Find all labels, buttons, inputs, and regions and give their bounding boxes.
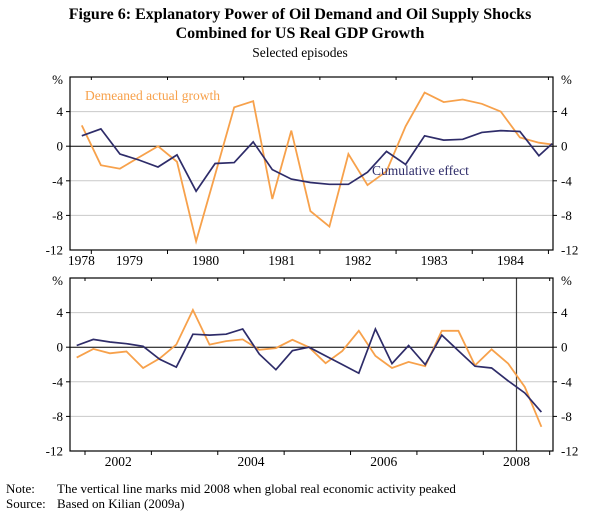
x-label-1982: 1982 bbox=[344, 253, 372, 268]
source-label: Source: bbox=[6, 496, 46, 511]
source-row bbox=[6, 497, 596, 511]
y-label-right--4: -4 bbox=[561, 374, 572, 390]
y-label-left--8: -8 bbox=[52, 207, 63, 223]
y-label-right-0: 0 bbox=[561, 339, 568, 355]
x-label-1981: 1981 bbox=[268, 253, 296, 268]
y-label-right--8: -8 bbox=[561, 408, 572, 424]
note-text: The vertical line marks mid 2008 when global real economic activity peaked bbox=[57, 481, 456, 496]
x-label-2004: 2004 bbox=[237, 454, 265, 469]
y-label-left--8: -8 bbox=[52, 408, 63, 424]
y-label-left--4: -4 bbox=[52, 374, 63, 390]
y-label-right--8: -8 bbox=[561, 207, 572, 223]
y-label-right-4: 4 bbox=[561, 104, 568, 120]
y-label-left-4: 4 bbox=[56, 104, 63, 120]
x-label-1979: 1979 bbox=[115, 253, 143, 268]
x-label-2008: 2008 bbox=[502, 454, 530, 469]
chart-top-panel bbox=[0, 65, 600, 277]
x-label-2002: 2002 bbox=[104, 454, 132, 469]
y-axis-unit-right: % bbox=[561, 72, 572, 87]
y-label-right--12: -12 bbox=[561, 242, 579, 258]
y-label-left-0: 0 bbox=[56, 339, 63, 355]
y-axis-unit-right: % bbox=[561, 273, 572, 288]
series-line-cumulative_effect bbox=[82, 129, 552, 191]
y-label-right-0: 0 bbox=[561, 138, 568, 154]
figure-title-line1: Figure 6: Explanatory Power of Oil Demand and Oil Supply Shocks bbox=[68, 6, 532, 23]
figure-subtitle: Selected episodes bbox=[252, 45, 348, 60]
y-label-right-4: 4 bbox=[561, 305, 568, 321]
series-line-cumulative_effect bbox=[77, 329, 542, 412]
y-label-left--12: -12 bbox=[45, 242, 63, 258]
series-label-actual_growth: Demeaned actual growth bbox=[85, 88, 220, 103]
series-line-actual_growth bbox=[77, 310, 542, 427]
source-text: Based on Kilian (2009a) bbox=[57, 496, 185, 511]
chart-bottom-panel bbox=[0, 272, 600, 478]
y-label-right--12: -12 bbox=[561, 443, 579, 459]
series-label-cumulative_effect: Cumulative effect bbox=[372, 163, 469, 178]
note-row bbox=[6, 482, 596, 496]
series-line-actual_growth bbox=[82, 93, 552, 242]
note-label: Note: bbox=[6, 481, 35, 496]
plot-frame bbox=[70, 278, 553, 451]
x-label-1984: 1984 bbox=[496, 253, 524, 268]
figure-title-line2: Combined for US Real GDP Growth bbox=[175, 25, 425, 42]
y-label-left-0: 0 bbox=[56, 138, 63, 154]
y-label-left--4: -4 bbox=[52, 173, 63, 189]
y-label-left-4: 4 bbox=[56, 305, 63, 321]
y-axis-unit-left: % bbox=[52, 273, 63, 288]
x-label-1978: 1978 bbox=[67, 253, 95, 268]
y-axis-unit-left: % bbox=[52, 72, 63, 87]
x-label-2006: 2006 bbox=[370, 454, 398, 469]
x-label-1980: 1980 bbox=[192, 253, 220, 268]
x-label-1983: 1983 bbox=[420, 253, 448, 268]
y-label-left--12: -12 bbox=[45, 443, 63, 459]
y-label-right--4: -4 bbox=[561, 173, 572, 189]
